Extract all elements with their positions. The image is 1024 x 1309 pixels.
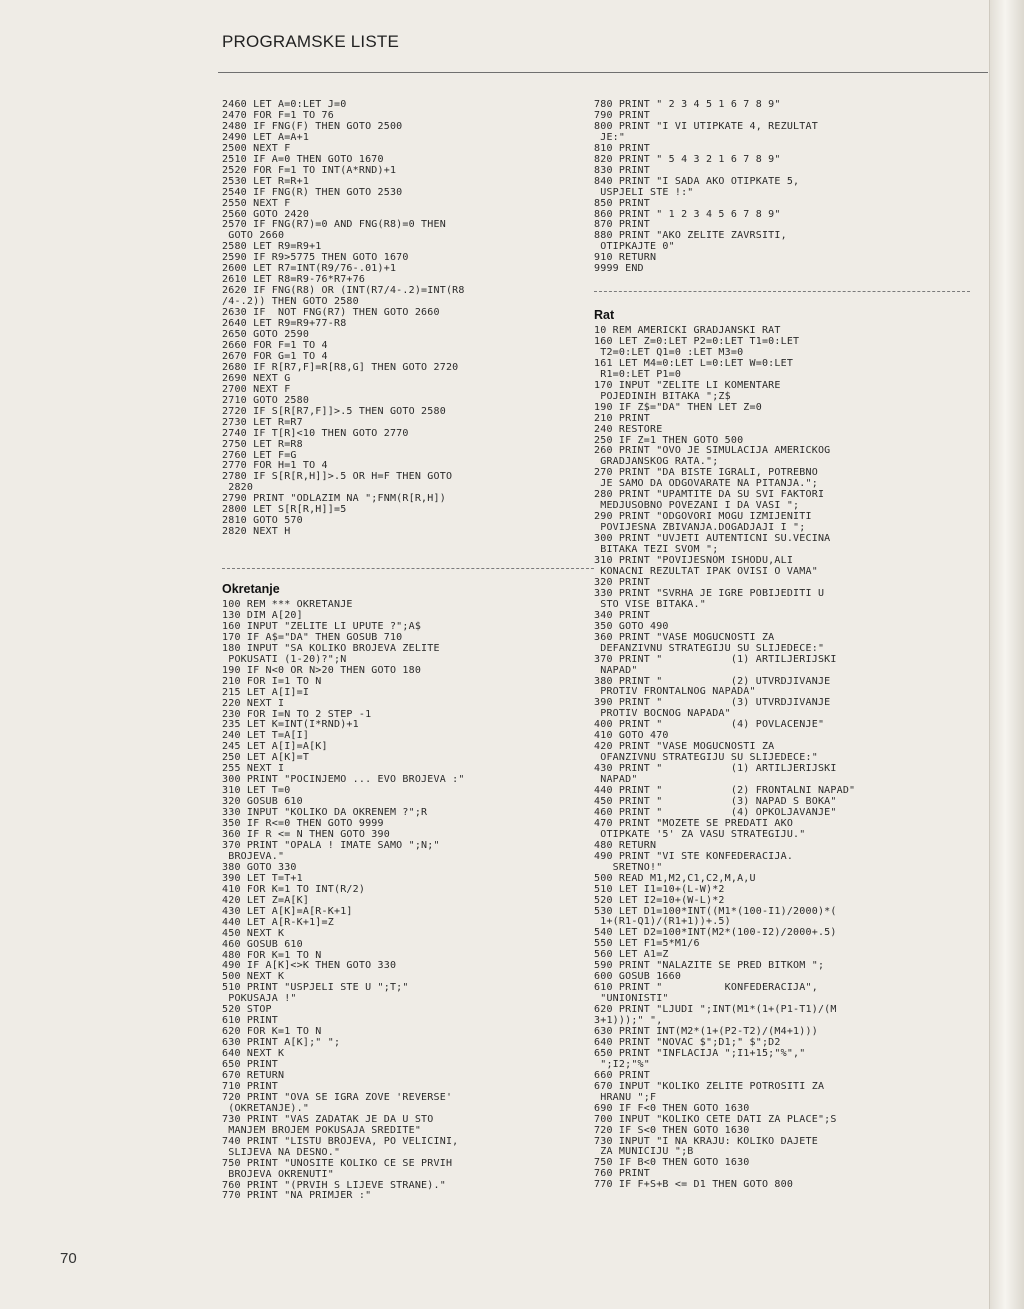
section-title-okretanje: Okretanje — [222, 582, 280, 596]
program-listing-rat: 10 REM AMERICKI GRADJANSKI RAT 160 LET Z=0:LET P2=0:LET T1=0:LET T2=0:LET Q1=0 :LET M3=0 161 LET M4=0:LET L=0:LET W=0:LET R1=0:LET P1=0 170 INPUT "ZELITE LI KOMENTARE POJEDINIH BITAKA ";Z$ 190 IF Z$="DA" THEN LET Z=0 210 PRINT 240 RESTORE 250 IF Z=1 THEN GOTO 500 260 PRINT "OVO JE SIMULACIJA AMERICKOG GRADJANSKOG RATA."; 270 PRINT "DA BISTE IGRALI, POTREBNO JE SAMO DA ODGOVARATE NA PITANJA."; 280 PRINT "UPAMTITE DA SU SVI FAKTORI MEDJUSOBNO POVEZANI I DA VASI "; 290 PRINT "ODGOVORI MOGU IZMIJENITI POVIJESNA ZBIVANJA.DOGADJAJI I "; 300 PRINT "UVJETI AUTENTICNI SU.VECINA BITAKA TEZI SVOM "; 310 PRINT "POVIJESNOM ISHODU,ALI KONACNI REZULTAT IPAK OVISI O VAMA" 320 PRINT 330 PRINT "SVRHA JE IGRE POBIJEDITI U STO VISE BITAKA." 340 PRINT 350 GOTO 490 360 PRINT "VASE MOGUCNOSTI ZA DEFANZIVNU STRATEGIJU SU SLIJEDECE:" 370 PRINT " (1) ARTILJERIJSKI NAPAD" 380 PRINT " (2) UTVRDJIVANJE PROTIV FRONTALNOG NAPADA" 390 PRINT " (3) UTVRDJIVANJE PROTIV BOCNOG NAPADA" 400 PRINT " (4) POVLACENJE" 410 GOTO 470 420 PRINT "VASE MOGUCNOSTI ZA OFANZIVNU STRATEGIJU SU SLIJEDECE:" 430 PRINT " (1) ARTILJERIJSKI NAPAD" 440 PRINT " (2) FRONTALNI NAPAD" 450 PRINT " (3) NAPAD S BOKA" 460 PRINT " (4) OPKOLJAVANJE" 470 PRINT "MOZETE SE PREDATI AKO OTIPKATE '5' ZA VASU STRATEGIJU." 480 RETURN 490 PRINT "VI STE KONFEDERACIJA. SRETNO!" 500 READ M1,M2,C1,C2,M,A,U 510 LET I1=10+(L-W)*2 520 LET I2=10+(W-L)*2 530 LET D1=100*INT((M1*(100-I1)/2000)*( 1+(R1-Q1)/(R1+1))+.5) 540 LET D2=100*INT(M2*(100-I2)/2000+.5) 550 LET F1=5*M1/6 560 LET A1=Z 590 PRINT "NALAZITE SE PRED BITKOM "; 600 GOSUB 1660 610 PRINT " KONFEDERACIJA", "UNIONISTI" 620 PRINT "LJUDI ";INT(M1*(1+(P1-T1)/(M 3+1)));" ", 630 PRINT INT(M2*(1+(P2-T2)/(M4+1))) 640 PRINT "NOVAC $";D1;" $";D2 650 PRINT "INFLACIJA ";I1+15;"%"," ";I2;"%" 660 PRINT 670 INPUT "KOLIKO ZELITE POTROSITI ZA HRANU ";F 690 IF F<0 THEN GOTO 1630 700 INPUT "KOLIKO CETE DATI ZA PLACE";S 720 IF S<0 THEN GOTO 1630 730 INPUT "I NA KRAJU: KOLIKO DAJETE ZA MUNICIJU ";B 750 IF B<0 THEN GOTO 1630 760 PRINT 770 IF F+S+B <= D1 THEN GOTO 800 — [594, 325, 856, 1191]
section-divider — [222, 568, 594, 569]
section-divider — [594, 291, 970, 292]
program-listing-continued: 2460 LET A=0:LET J=0 2470 FOR F=1 TO 76 2480 IF FNG(F) THEN GOTO 2500 2490 LET A=A+1 2500 NEXT F 2510 IF A=0 THEN GOTO 1670 2520 FOR F=1 TO INT(A*RND)+1 2530 LET R=R+1 2540 IF FNG(R) THEN GOTO 2530 2550 NEXT F 2560 GOTO 2420 2570 IF FNG(R7)=0 AND FNG(R8)=0 THEN GOTO 2660 2580 LET R9=R9+1 2590 IF R9>5775 THEN GOTO 1670 2600 LET R7=INT(R9/76-.01)+1 2610 LET R8=R9-76*R7+76 2620 IF FNG(R8) OR (INT(R7/4-.2)=INT(R8 /4-.2)) THEN GOTO 2580 2630 IF NOT FNG(R7) THEN GOTO 2660 2640 LET R9=R9+77-R8 2650 GOTO 2590 2660 FOR F=1 TO 4 2670 FOR G=1 TO 4 2680 IF R[R7,F]=R[R8,G] THEN GOTO 2720 2690 NEXT G 2700 NEXT F 2710 GOTO 2580 2720 IF S[R[R7,F]]>.5 THEN GOTO 2580 2730 LET R=R7 2740 IF T[R]<10 THEN GOTO 2770 2750 LET R=R8 2760 LET F=G 2770 FOR H=1 TO 4 2780 IF S[R[R,H]]>.5 OR H=F THEN GOTO 2820 2790 PRINT "ODLAZIM NA ";FNM(R[R,H]) 2800 LET S[R[R,H]]=5 2810 GOTO 570 2820 NEXT H — [222, 99, 465, 538]
section-title-rat: Rat — [594, 308, 615, 322]
page-edge — [989, 0, 1024, 1309]
page-number: 70 — [60, 1250, 77, 1267]
header-rule — [218, 72, 988, 73]
program-listing-okretanje-end: 780 PRINT " 2 3 4 5 1 6 7 8 9" 790 PRINT 800 PRINT "I VI UTIPKATE 4, REZULTAT JE:" 810 PRINT 820 PRINT " 5 4 3 2 1 6 7 8 9" 830 PRINT 840 PRINT "I SADA AKO OTIPKATE 5, USPJELI STE !:" 850 PRINT 860 PRINT " 1 2 3 4 5 6 7 8 9" 870 PRINT 880 PRINT "AKO ZELITE ZAVRSITI, OTIPKAJTE 0" 910 RETURN 9999 END — [594, 99, 818, 275]
program-listing-okretanje: 100 REM *** OKRETANJE 130 DIM A[20] 160 INPUT "ZELITE LI UPUTE ?";A$ 170 IF A$="DA" THEN GOSUB 710 180 INPUT "SA KOLIKO BROJEVA ZELITE POKUSATI (1-20)?";N 190 IF N<0 OR N>20 THEN GOTO 180 210 FOR I=1 TO N 215 LET A[I]=I 220 NEXT I 230 FOR I=N TO 2 STEP -1 235 LET K=INT(I*RND)+1 240 LET T=A[I] 245 LET A[I]=A[K] 250 LET A[K]=T 255 NEXT I 300 PRINT "POCINJEMO ... EVO BROJEVA :" 310 LET T=0 320 GOSUB 610 330 INPUT "KOLIKO DA OKRENEM ?";R 350 IF R<=0 THEN GOTO 9999 360 IF R <= N THEN GOTO 390 370 PRINT "OPALA ! IMATE SAMO ";N;" BROJEVA." 380 GOTO 330 390 LET T=T+1 410 FOR K=1 TO INT(R/2) 420 LET Z=A[K] 430 LET A[K]=A[R-K+1] 440 LET A[R-K+1]=Z 450 NEXT K 460 GOSUB 610 480 FOR K=1 TO N 490 IF A[K]<>K THEN GOTO 330 500 NEXT K 510 PRINT "USPJELI STE U ";T;" POKUSAJA !" 520 STOP 610 PRINT 620 FOR K=1 TO N 630 PRINT A[K];" "; 640 NEXT K 650 PRINT 670 RETURN 710 PRINT 720 PRINT "OVA SE IGRA ZOVE 'REVERSE' (OKRETANJE)." 730 PRINT "VAS ZADATAK JE DA U STO MANJEM BROJEM POKUSAJA SREDITE" 740 PRINT "LISTU BROJEVA, PO VELICINI, SLIJEVA NA DESNO." 750 PRINT "UNOSITE KOLIKO CE SE PRVIH BROJEVA OKRENUTI" 760 PRINT "(PRVIH S LIJEVE STRANE)." 770 PRINT "NA PRIMJER :" — [222, 599, 465, 1202]
running-header: PROGRAMSKE LISTE — [222, 32, 400, 51]
